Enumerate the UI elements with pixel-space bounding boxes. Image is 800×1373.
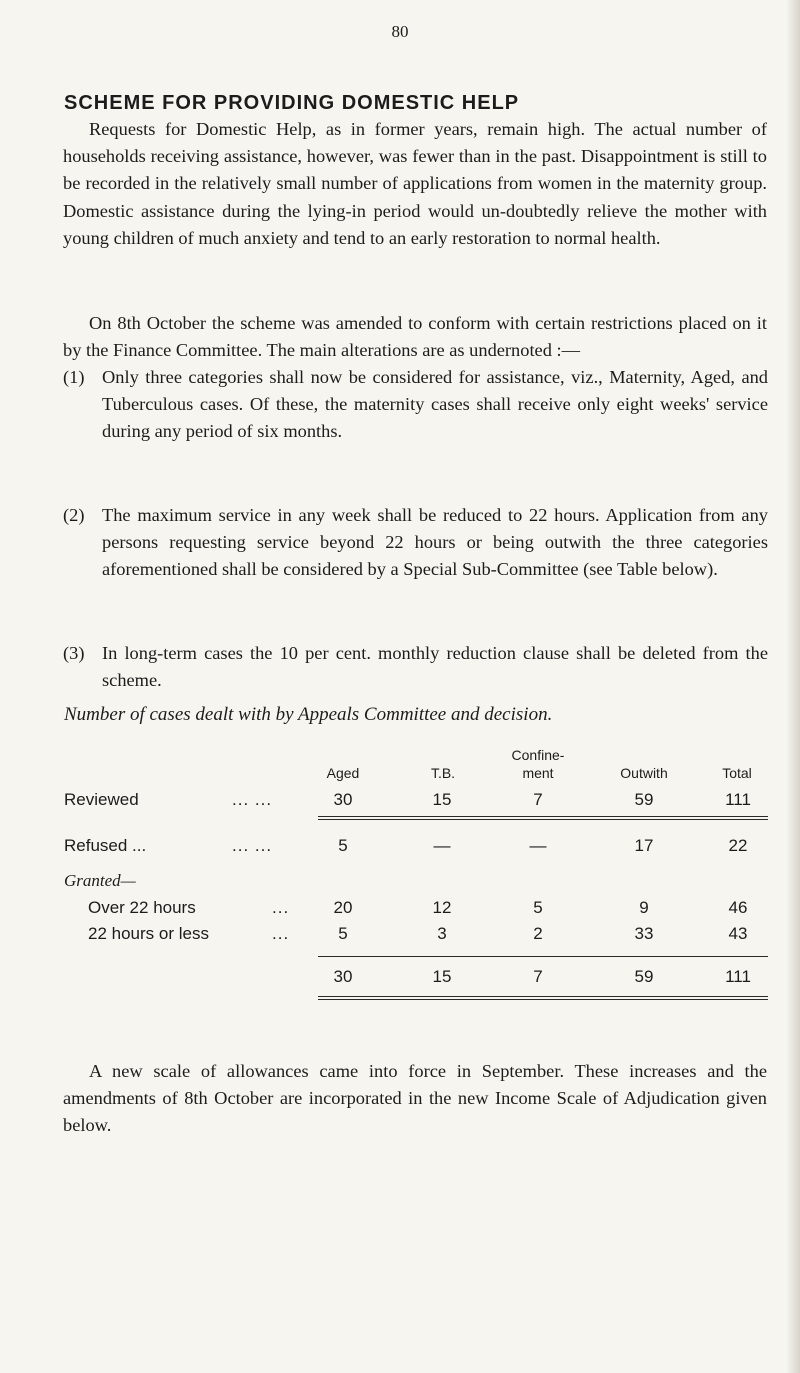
column-header-confinement-line1: Confine- <box>511 747 565 763</box>
table-cell: 2 <box>533 924 543 943</box>
table-cell: 33 <box>634 924 654 943</box>
column-header-confinement-line2: ment <box>522 765 554 781</box>
paragraph-new-scale: A new scale of allowances came into force in September. These increases and the amendments of 8th October are incorporated in the new Income Scale of Adjudication given below. <box>63 1061 767 1136</box>
row-label-refused: Refused ... <box>64 836 147 855</box>
table-cell: 30 <box>333 790 353 809</box>
list-item-text: The maximum service in any week shall be reduced to 22 hours. Application from any persons requesting service beyond 22 hours or being outwith the three categories aforementioned shall be considered by a Special Sub-Committee (see Table below). <box>102 505 768 580</box>
list-item-text: Only three categories shall now be considered for assistance, viz., Maternity, Aged, and Tuberculous cases. Of these, the maternity cases shall receive only eight weeks' service during any period of six months. <box>102 367 768 442</box>
row-leader-dots: ... ... <box>232 836 273 855</box>
table-cell: 15 <box>432 790 452 809</box>
row-leader-dots: ... <box>272 924 290 943</box>
column-header-tb: T.B. <box>430 765 456 781</box>
table-cell: — <box>529 836 547 855</box>
table-cell: 43 <box>728 924 748 943</box>
table-cell: 5 <box>338 836 348 855</box>
table-cell: 111 <box>725 790 751 809</box>
row-label-22-hours-or-less: 22 hours or less <box>88 924 209 943</box>
paragraph-amendment: On 8th October the scheme was amended to conform with certain restrictions placed on it by the Finance Committee. The main alterations are as undernoted :— <box>63 313 767 361</box>
table-cell: 5 <box>533 898 543 917</box>
table-cell: 59 <box>634 790 654 809</box>
column-header-aged: Aged <box>326 765 360 781</box>
list-item-number: (1) <box>63 367 85 387</box>
page-number: 80 <box>391 22 409 41</box>
table-cell: 9 <box>639 898 649 917</box>
list-item-text: In long-term cases the 10 per cent. monthly reduction clause shall be deleted from the scheme. <box>102 643 768 691</box>
row-label-over-22-hours: Over 22 hours <box>88 898 196 917</box>
row-leader-dots: ... ... <box>232 790 273 809</box>
table-cell: 20 <box>333 898 353 917</box>
section-heading: SCHEME FOR PROVIDING DOMESTIC HELP <box>64 92 520 114</box>
list-item-number: (2) <box>63 505 85 525</box>
table-double-rule <box>318 816 768 820</box>
table-cell: 5 <box>338 924 348 943</box>
column-header-total: Total <box>722 765 752 781</box>
column-header-outwith: Outwith <box>620 765 668 781</box>
table-cell-total: 7 <box>533 967 543 986</box>
row-label-reviewed: Reviewed <box>64 790 139 809</box>
table-cell: 7 <box>533 790 543 809</box>
table-cell-total: 59 <box>634 967 654 986</box>
table-rule <box>318 956 768 957</box>
table-cell: 17 <box>634 836 654 855</box>
row-leader-dots: ... <box>272 898 290 917</box>
table-cell-total: 111 <box>725 967 751 986</box>
table-caption: Number of cases dealt with by Appeals Committee and decision. <box>64 704 553 725</box>
list-item-number: (3) <box>63 643 85 663</box>
table-cell: 22 <box>728 836 748 855</box>
table-cell: — <box>433 836 451 855</box>
table-cell: 46 <box>728 898 748 917</box>
table-cell: 12 <box>432 898 452 917</box>
table-cell-total: 15 <box>432 967 452 986</box>
row-label-granted: Granted— <box>64 871 136 890</box>
table-cell-total: 30 <box>333 967 353 986</box>
table-cell: 3 <box>437 924 447 943</box>
table-double-rule <box>318 996 768 1000</box>
paragraph-requests: Requests for Domestic Help, as in former years, remain high. The actual number of households receiving assistance, however, was fewer than in the past. Disappointment is still to be recorded in the relatively small number of applications from women in the maternity group. Domestic assistance during the lying-in period would un-doubtedly relieve the mother with young children of much anxiety and tend to an early restoration to normal health. <box>63 119 767 248</box>
